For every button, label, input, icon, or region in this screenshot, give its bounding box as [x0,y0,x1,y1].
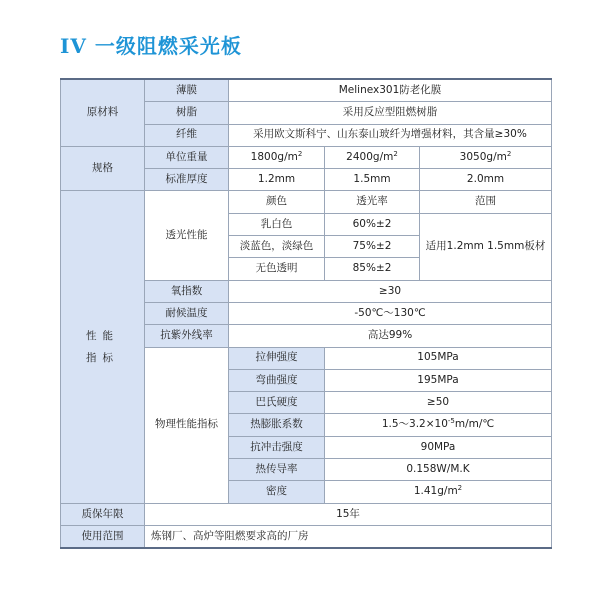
row-value: 高达99% [229,325,552,347]
rate-value: 75%±2 [325,236,420,258]
thickness-value: 2.0mm [420,169,552,191]
row-value: ≥30 [229,280,552,302]
row-label: 标准厚度 [145,169,229,191]
row-value: $1.41g/m^2$ [325,481,552,503]
table-row [61,191,552,213]
category-spec: 规格 [61,146,145,191]
row-value: 炼钢厂、高炉等阻燃要求高的厂房 [145,525,552,548]
table-row [61,503,552,525]
row-value: 195MPa [325,369,552,391]
physical-properties-label: 物理性能指标 [145,347,229,503]
light-transmission-label: 透光性能 [145,191,229,280]
row-value: Melinex301防老化膜 [229,79,552,102]
row-value: 采用欧文斯科宁、山东泰山玻纤为增强材料，其含量≥30% [229,124,552,146]
weight-value: $2400g/m^2$ [325,146,420,168]
color-value: 淡蓝色，淡绿色 [229,236,325,258]
rate-value: 60%±2 [325,213,420,235]
row-value: 采用反应型阻燃树脂 [229,102,552,124]
row-label: 密度 [229,481,325,503]
page-title [60,30,242,59]
weight-value: $3050g/m^2$ [420,146,552,168]
row-label: 热膨胀系数 [229,414,325,436]
category-performance [61,191,145,503]
column-header: 范围 [420,191,552,213]
row-label: 纤维 [145,124,229,146]
color-value: 无色透明 [229,258,325,280]
table-row [61,525,552,548]
column-header: 透光率 [325,191,420,213]
row-value: 15年 [145,503,552,525]
table-row [61,79,552,102]
category-usage: 使用范围 [61,525,145,548]
row-value: 90MPa [325,436,552,458]
row-value: $1.5\sim 3.2\times 10^{-5}m/m/℃$ [325,414,552,436]
thickness-value: 1.2mm [229,169,325,191]
row-label: 抗紫外线率 [145,325,229,347]
row-label: 耐候温度 [145,302,229,324]
row-label: 拉伸强度 [229,347,325,369]
row-label: 巴氏硬度 [229,392,325,414]
table-row [61,146,552,168]
spec-table [60,78,552,549]
category-performance-line1: 性能 [86,330,119,343]
section-title: 一级阻燃采光板 [94,34,242,58]
category-performance-line2: 指标 [86,352,119,365]
row-value: 0.158W/M.K [325,459,552,481]
weight-value: $1800g/m^2$ [229,146,325,168]
row-label: 树脂 [145,102,229,124]
row-value: ≥50 [325,392,552,414]
range-value: 适用1.2mm 1.5mm板材 [420,213,552,280]
section-number: IV [60,34,87,58]
row-label: 热传导率 [229,459,325,481]
row-label: 弯曲强度 [229,369,325,391]
column-header: 颜色 [229,191,325,213]
category-raw-material: 原材料 [61,79,145,146]
row-label: 单位重量 [145,146,229,168]
row-label: 抗冲击强度 [229,436,325,458]
row-value: -50℃～130℃ [229,302,552,324]
category-warranty: 质保年限 [61,503,145,525]
thickness-value: 1.5mm [325,169,420,191]
rate-value: 85%±2 [325,258,420,280]
row-value: 105MPa [325,347,552,369]
row-label: 薄膜 [145,79,229,102]
row-label: 氧指数 [145,280,229,302]
color-value: 乳白色 [229,213,325,235]
